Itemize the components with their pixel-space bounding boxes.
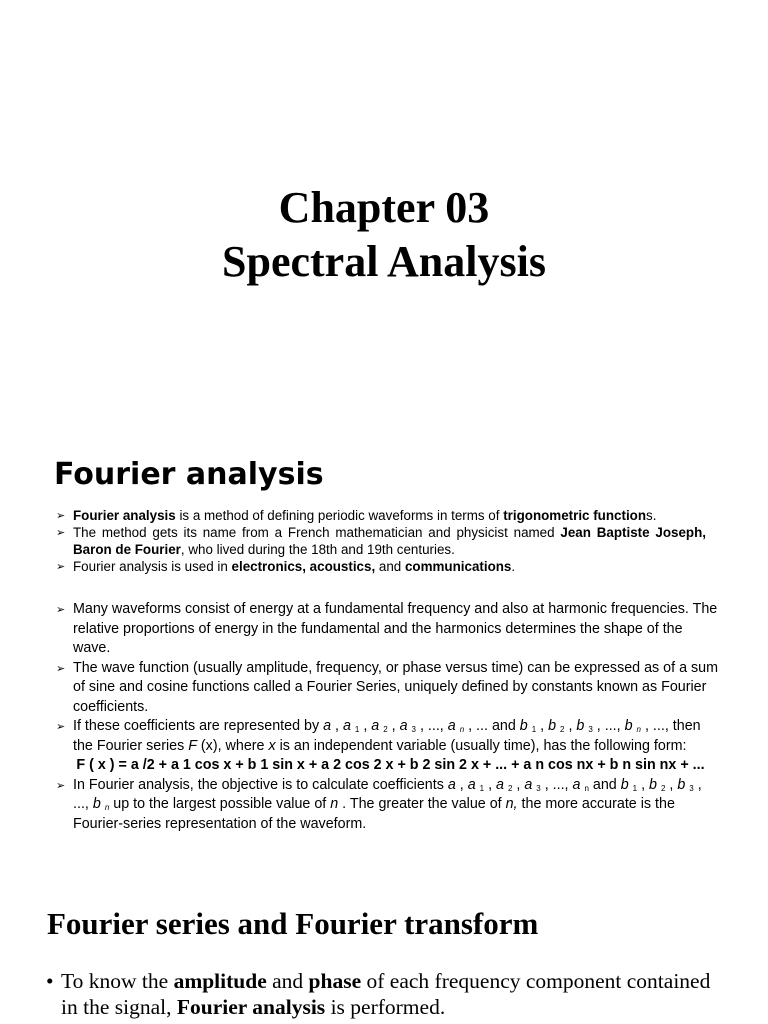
- coefficients-a: a , a $_1$ , a $_2$ , a $_3$ , ..., a $_n$ , ...: [323, 718, 488, 734]
- coefficients-b: b $_1$ , b $_2$ , b $_3$ , ..., b $_n$: [73, 776, 702, 812]
- arrow-bullet-icon: ➢: [56, 526, 66, 539]
- arrow-bullet-icon: ➢: [56, 720, 66, 733]
- intro-item: ➢ The method gets its name from a French mathematician and physicist named Jean Baptiste Joseph, Baron de Fourier, who lived during the 18th and 19th centuries.: [56, 525, 706, 557]
- detail-list: [54, 600, 718, 834]
- intro-item: ➢ Fourier analysis is a method of defining periodic waveforms in terms of trigonometric functions.: [56, 508, 657, 523]
- fourier-series-formula: [44, 756, 718, 776]
- intro-item: ➢ Fourier analysis is used in electronics, acoustics, and communications.: [56, 559, 516, 574]
- bullet-icon: •: [46, 969, 54, 993]
- series-bullet: • To know the amplitude and phase of each frequency component contained in the signal, Fourier analysis is performed.: [46, 969, 711, 1019]
- fourier-series-heading: Fourier series and Fourier transform: [47, 906, 539, 941]
- chapter-title: [0, 181, 768, 289]
- arrow-bullet-icon: ➢: [56, 778, 66, 792]
- chapter-name: Spectral Analysis: [222, 237, 546, 286]
- formula-text: F ( x ) = a /2 + a 1 cos x + b 1 sin x + a 2 cos 2 x + b 2 sin 2 x + ... + a n cos nx + b n sin nx + ...: [76, 757, 705, 773]
- detail-item: ➢ In Fourier analysis, the objective is to calculate coefficients a , a $_1$ , a $_2$ , a $_3$ , ..., a $_n$ and b $_1$ , b $_2$ , b $_3$ , ..., b $_n$ up to the largest possible value of n . The greater the value of n, the more accurate is the Fourier-series representation of the waveform.: [56, 776, 702, 832]
- arrow-bullet-icon: ➢: [56, 661, 66, 675]
- arrow-bullet-icon: ➢: [56, 509, 66, 522]
- detail-item: ➢ If these coefficients are represented by a , a $_1$ , a $_2$ , a $_3$ , ..., a $_n$ , ... and b $_1$ , b $_2$ , b $_3$ , ..., b $_n$ , ..., then the Fourier series F (x), where x is an independent variable (usually time), has the following form:: [56, 718, 701, 754]
- coefficients-a: a , a $_1$ , a $_2$ , a $_3$ , ..., a $_n$: [447, 776, 589, 793]
- detail-item: ➢ The wave function (usually amplitude, frequency, or phase versus time) can be expressed as of a sum of sine and cosine functions called a Fourier Series, uniquely defined by constants known as Fourier coefficients.: [56, 659, 719, 715]
- fourier-analysis-heading: Fourier analysis: [54, 457, 324, 492]
- coefficients-b: b $_1$ , b $_2$ , b $_3$ , ..., b $_n$ , ...: [519, 718, 665, 734]
- intro-list: [54, 507, 706, 575]
- detail-item: ➢ Many waveforms consist of energy at a fundamental frequency and also at harmonic frequencies. The relative proportions of energy in the fundamental and the harmonics determines the shape of the wave.: [56, 601, 718, 656]
- arrow-bullet-icon: ➢: [56, 603, 66, 616]
- chapter-number: Chapter 03: [278, 183, 490, 232]
- arrow-bullet-icon: ➢: [56, 560, 66, 573]
